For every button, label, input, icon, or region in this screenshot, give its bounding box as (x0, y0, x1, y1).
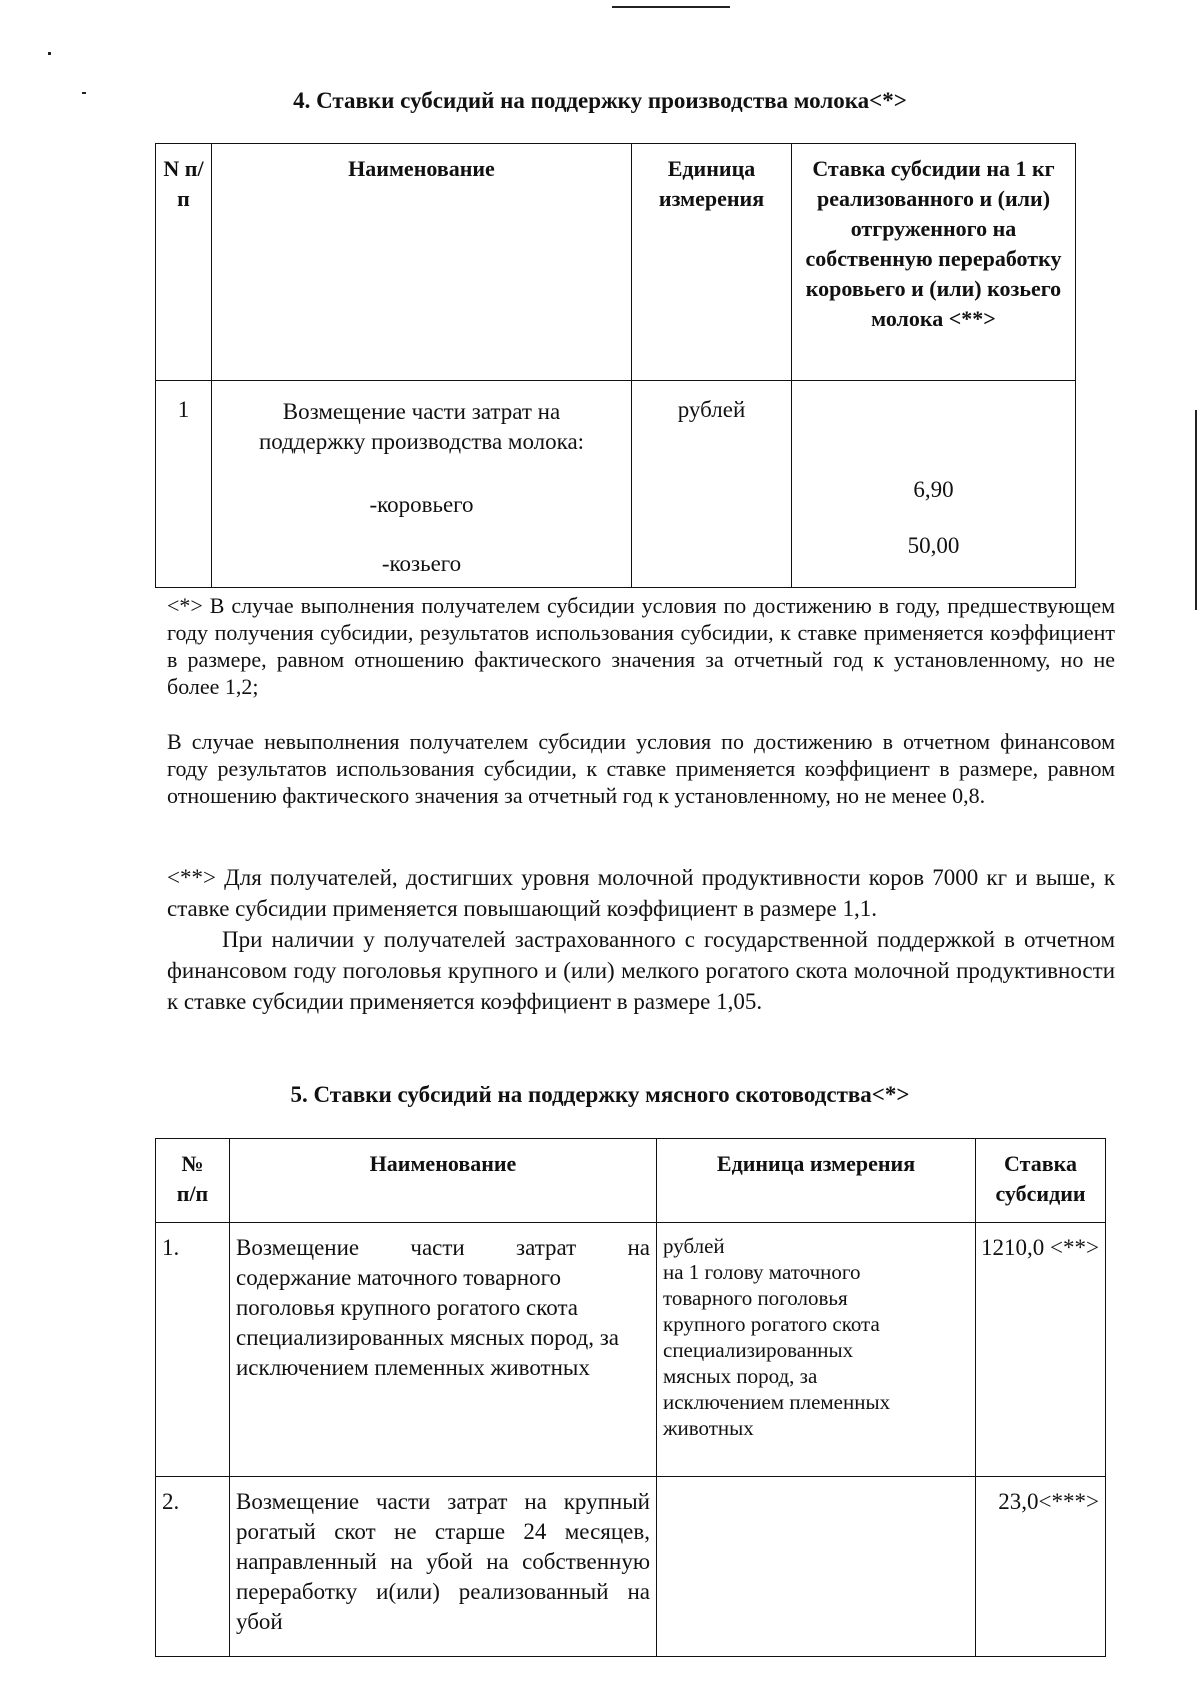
footnote-2: В случае невыполнения получателем субсидии условия по достижению в отчетном финансовом году результатов использования субсидии, к ставке применяется коэффициент в размере, равном отношению фактического значения за отчетный год к установленному, но не менее 0,8. (167, 729, 1115, 808)
row1-name-rest: содержание маточного товарного поголовья крупного рогатого скота специализированных мясных пород, за исключением племенных животных (236, 1265, 620, 1380)
row2-num: 2. (156, 1477, 230, 1657)
row1-num: 1. (156, 1223, 230, 1477)
row1-rate: 1210,0 <**> (976, 1223, 1106, 1477)
row-sub-goat: -козьего (381, 551, 462, 576)
header-num: N п/п (156, 144, 212, 381)
row2-name: Возмещение части затрат на крупный рогатый скот не старше 24 месяцев, направленный на убой на собственную переработку и(или) реализованный на убой (230, 1477, 657, 1657)
table-row (156, 1223, 1106, 1477)
table-header-row (156, 1139, 1106, 1223)
footnote-1: <*> В случае выполнения получателем субсидии условия по достижению в году, предшествующем году получения субсидии, результатов использования субсидии, к ставке применяется коэффициент в размере, равном отношению фактического значения за отчетный год к установленному, но не более 1,2; (167, 593, 1115, 699)
row1-unit-head: рублей (663, 1234, 725, 1258)
row1-name-first-line: Возмещение части затрат на (236, 1235, 650, 1260)
table-row (156, 381, 1076, 588)
milk-rates-table (155, 143, 1076, 588)
section4-title: 4. Ставки субсидий на поддержку производства молока<*> (293, 88, 907, 113)
section5-title: 5. Ставки субсидий на поддержку мясного скотоводства<*> (290, 1082, 910, 1107)
row2-rate: 23,0<***> (976, 1477, 1106, 1657)
row-name-cell (212, 381, 632, 588)
scan-mark-dot (48, 52, 51, 55)
row1-unit: на 1 голову маточного товарного поголовья крупного рогатого скота специализированных мясных пород, за исключением племенных животных (663, 1260, 891, 1440)
footnote-3: <**> Для получателей, достигших уровня молочной продуктивности коров 7000 кг и выше, к ставке субсидии применяется повышающий коэффициент в размере 1,1. (167, 865, 1115, 921)
row-rate-cell (792, 381, 1076, 588)
rate-cow: 6,90 (913, 477, 954, 502)
row-name: Возмещение части затрат на поддержку производства молока: (258, 399, 585, 454)
table-header-row (156, 144, 1076, 381)
header-unit: Единица измерения (632, 144, 792, 381)
header-name: Наименование (212, 144, 632, 381)
scan-mark-edge (1195, 410, 1197, 610)
header-rate: Ставка субсидии (976, 1139, 1106, 1223)
row-num: 1 (156, 381, 212, 588)
footnote-4: При наличии у получателей застрахованного с государственной поддержкой в отчетном финансовом году поголовья крупного и (или) мелкого рогатого скота молочной продуктивности к ставке субсидии применяется коэффициент в размере 1,05. (167, 927, 1115, 1014)
beef-rates-table (155, 1138, 1106, 1657)
row1-unit-cell (657, 1223, 976, 1477)
scan-mark-top (612, 6, 730, 8)
row1-name-cell (230, 1223, 657, 1477)
table-row (156, 1477, 1106, 1657)
rate-goat: 50,00 (907, 533, 960, 558)
row-unit: рублей (632, 381, 792, 588)
scan-mark-dot (82, 92, 86, 94)
header-unit: Единица измерения (657, 1139, 976, 1223)
row2-unit (657, 1477, 976, 1657)
header-rate: Ставка субсидии на 1 кг реализованного и (или) отгруженного на собственную переработку коровьего и (или) козьего молока <**> (792, 144, 1076, 381)
row-sub-cow: -коровьего (369, 492, 474, 517)
header-num: № п/п (156, 1139, 230, 1223)
header-name: Наименование (230, 1139, 657, 1223)
